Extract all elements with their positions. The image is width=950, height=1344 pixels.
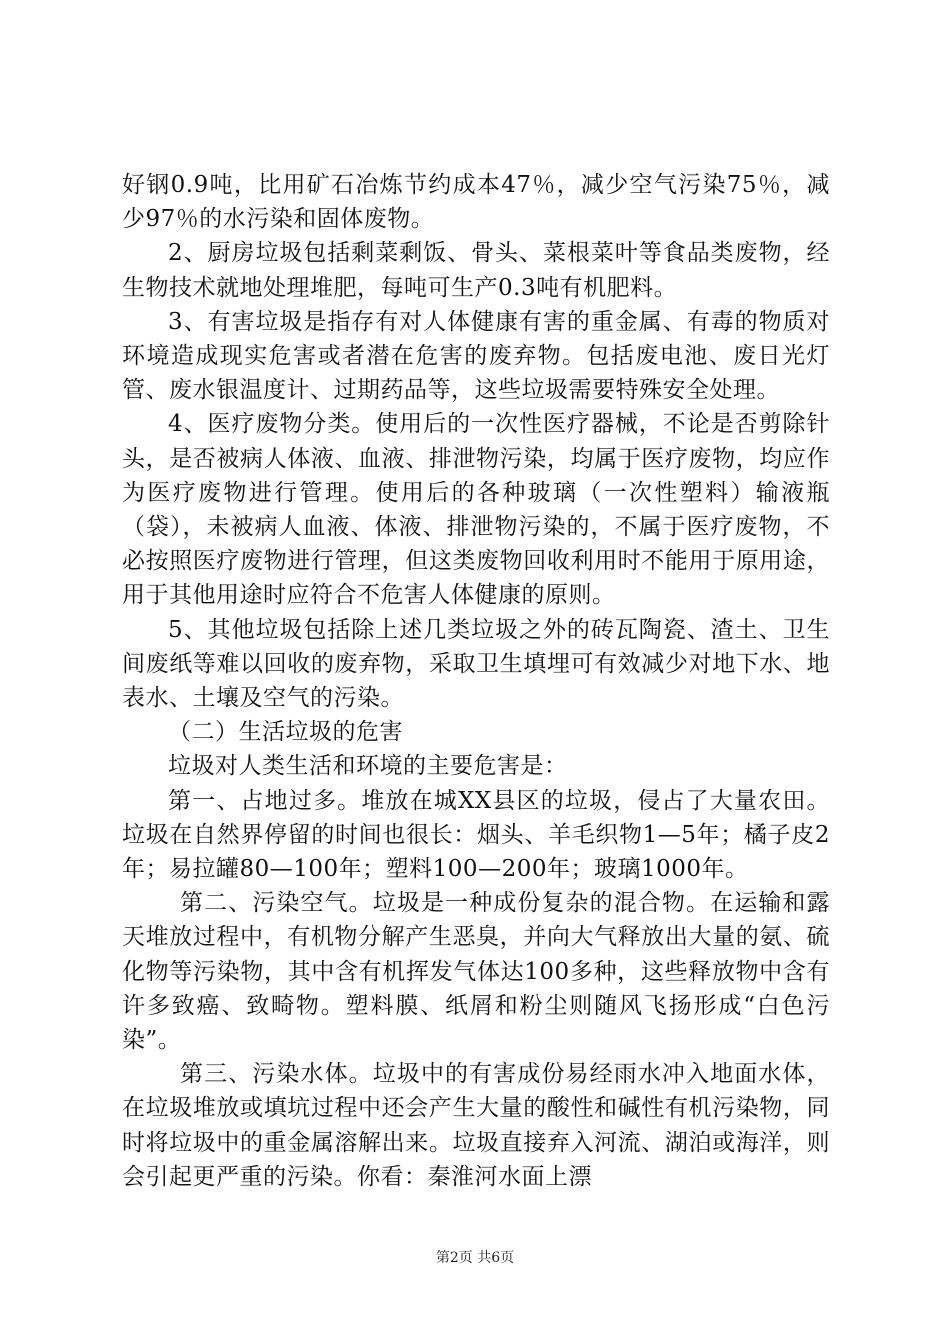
paragraph-intro-hazards: 垃圾对人类生活和环境的主要危害是： — [168, 753, 568, 780]
page-number: 第2页 共6页 — [435, 1250, 515, 1266]
paragraph-air-pollution: 第二、污染空气。垃圾是一种成份复杂的混合物。在运输和露天堆放过程中，有机物分解产生恶臭，并向大气释放出大量的氨、硫化物等污染物，其中含有机挥发气体达100多种，这些释放物中含有许多致癌、致畸物。塑料膜、纸屑和粉尘则随风飞扬形成“白色污染”。 — [122, 890, 830, 1054]
section-heading: （二）生活垃圾的危害 — [168, 719, 403, 746]
paragraph-hazardous-waste: 3、有害垃圾是指存有对人体健康有害的重金属、有毒的物质对环境造成现实危害或者潜在危害的废弃物。包括废电池、废日光灯管、废水银温度计、过期药品等，这些垃圾需要特殊安全处理。 — [122, 308, 830, 404]
paragraph-other-waste: 5、其他垃圾包括除上述几类垃圾之外的砖瓦陶瓷、渣土、卫生间废纸等难以回收的废弃物，采取卫生填埋可有效减少对地下水、地表水、土壤及空气的污染。 — [122, 616, 830, 712]
document-body — [122, 168, 830, 1194]
paragraph-continuation: 好钢0.9吨，比用矿石冶炼节约成本47％，减少空气污染75％，减少97％的水污染和固体废物。 — [122, 172, 830, 233]
paragraph-medical-waste: 4、医疗废物分类。使用后的一次性医疗器械，不论是否剪除针头，是否被病人体液、血液、排泄物污染，均属于医疗废物，均应作为医疗废物进行管理。使用后的各种玻璃（一次性塑料）输液瓶（袋），未被病人血液、体液、排泄物污染的，不属于医疗废物，不必按照医疗废物进行管理，但这类废物回收利用时不能用于原用途，用于其他用途时应符合不危害人体健康的原则。 — [122, 411, 830, 609]
paragraph-kitchen-waste: 2、厨房垃圾包括剩菜剩饭、骨头、菜根菜叶等食品类废物，经生物技术就地处理堆肥，每吨可生产0.3吨有机肥料。 — [122, 240, 830, 301]
paragraph-water-pollution: 第三、污染水体。垃圾中的有害成份易经雨水冲入地面水体，在垃圾堆放或填坑过程中还会产生大量的酸性和碱性有机污染物，同时将垃圾中的重金属溶解出来。垃圾直接弃入河流、湖泊或海洋，则会引起更严重的污染。你看：秦淮河水面上漂 — [122, 1061, 830, 1190]
paragraph-land-use: 第一、占地过多。堆放在城XX县区的垃圾，侵占了大量农田。垃圾在自然界停留的时间也很长：烟头、羊毛织物1—5年；橘子皮2年；易拉罐80—100年；塑料100—200年；玻璃1000年。 — [122, 787, 830, 883]
